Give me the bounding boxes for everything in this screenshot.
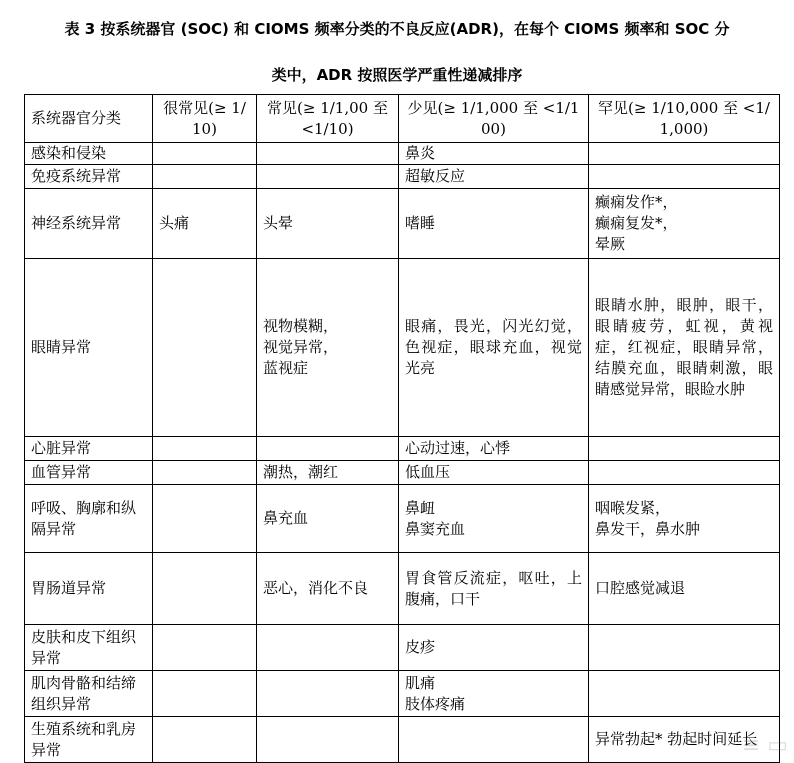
adr-table bbox=[24, 94, 780, 763]
header-uncommon: 少见(≥ 1/1,000 至 <1/100) bbox=[399, 95, 589, 143]
cell-common: 视物模糊， 视觉异常， 蓝视症 bbox=[257, 259, 399, 437]
table-row bbox=[25, 461, 780, 485]
table-title-line-1: 表 3 按系统器官 (SOC) 和 CIOMS 频率分类的不良反应(ADR)，在每个 CIOMS 频率和 SOC 分 bbox=[64, 20, 730, 38]
header-common: 常见(≥ 1/1,00 至 <1/10) bbox=[257, 95, 399, 143]
cell-uncommon: 嗜睡 bbox=[399, 189, 589, 259]
cell-uncommon bbox=[399, 717, 589, 763]
cell-uncommon: 心动过速，心悸 bbox=[399, 437, 589, 461]
cell-soc: 呼吸、胸廓和纵隔异常 bbox=[25, 485, 153, 553]
table-title-line-2: 类中，ADR 按照医学严重性递减排序 bbox=[271, 66, 523, 84]
cell-rare bbox=[589, 143, 780, 165]
watermark-logo: ≡ ▭ bbox=[741, 733, 788, 758]
cell-very-common bbox=[153, 671, 257, 717]
cell-rare bbox=[589, 461, 780, 485]
table-row bbox=[25, 189, 780, 259]
cell-uncommon: 超敏反应 bbox=[399, 165, 589, 189]
cell-very-common bbox=[153, 553, 257, 625]
cell-common: 鼻充血 bbox=[257, 485, 399, 553]
cell-common bbox=[257, 671, 399, 717]
cell-very-common bbox=[153, 143, 257, 165]
cell-rare: 癫痫发作*， 癫痫复发*， 晕厥 bbox=[589, 189, 780, 259]
cell-rare bbox=[589, 437, 780, 461]
header-very-common: 很常见(≥ 1/10) bbox=[153, 95, 257, 143]
table-row bbox=[25, 165, 780, 189]
cell-rare bbox=[589, 165, 780, 189]
cell-common: 头晕 bbox=[257, 189, 399, 259]
cell-very-common bbox=[153, 165, 257, 189]
cell-soc: 心脏异常 bbox=[25, 437, 153, 461]
cell-very-common bbox=[153, 259, 257, 437]
table-row bbox=[25, 625, 780, 671]
table-row bbox=[25, 553, 780, 625]
cell-very-common: 头痛 bbox=[153, 189, 257, 259]
table-row bbox=[25, 437, 780, 461]
cell-common bbox=[257, 143, 399, 165]
cell-rare: 眼睛水肿，眼肿，眼干，眼睛疲劳，虹视，黄视症，红视症，眼睛异常，结膜充血，眼睛刺激，眼睛感觉异常，眼睑水肿 bbox=[589, 259, 780, 437]
cell-rare bbox=[589, 671, 780, 717]
cell-rare: 异常勃起* 勃起时间延长 bbox=[589, 717, 780, 763]
cell-uncommon: 鼻衄 鼻窦充血 bbox=[399, 485, 589, 553]
cell-soc: 胃肠道异常 bbox=[25, 553, 153, 625]
table-row bbox=[25, 717, 780, 763]
header-soc: 系统器官分类 bbox=[25, 95, 153, 143]
cell-uncommon: 皮疹 bbox=[399, 625, 589, 671]
cell-soc: 神经系统异常 bbox=[25, 189, 153, 259]
cell-uncommon: 胃食管反流症，呕吐，上腹痛，口干 bbox=[399, 553, 589, 625]
cell-soc: 肌肉骨骼和结缔组织异常 bbox=[25, 671, 153, 717]
cell-common: 恶心，消化不良 bbox=[257, 553, 399, 625]
table-row bbox=[25, 485, 780, 553]
cell-very-common bbox=[153, 717, 257, 763]
cell-soc: 血管异常 bbox=[25, 461, 153, 485]
cell-uncommon: 鼻炎 bbox=[399, 143, 589, 165]
cell-common bbox=[257, 625, 399, 671]
cell-common: 潮热，潮红 bbox=[257, 461, 399, 485]
cell-rare bbox=[589, 625, 780, 671]
cell-uncommon: 肌痛 肢体疼痛 bbox=[399, 671, 589, 717]
cell-soc: 生殖系统和乳房异常 bbox=[25, 717, 153, 763]
cell-very-common bbox=[153, 461, 257, 485]
cell-rare: 咽喉发紧， 鼻发干，鼻水肿 bbox=[589, 485, 780, 553]
cell-common bbox=[257, 717, 399, 763]
table-row bbox=[25, 259, 780, 437]
table-row bbox=[25, 671, 780, 717]
cell-rare: 口腔感觉减退 bbox=[589, 553, 780, 625]
cell-common bbox=[257, 165, 399, 189]
cell-soc: 眼睛异常 bbox=[25, 259, 153, 437]
table-row bbox=[25, 143, 780, 165]
cell-soc: 感染和侵染 bbox=[25, 143, 153, 165]
cell-common bbox=[257, 437, 399, 461]
cell-uncommon: 眼痛，畏光，闪光幻觉，色视症，眼球充血，视觉光亮 bbox=[399, 259, 589, 437]
header-rare: 罕见(≥ 1/10,000 至 <1/1,000) bbox=[589, 95, 780, 143]
cell-very-common bbox=[153, 485, 257, 553]
cell-uncommon: 低血压 bbox=[399, 461, 589, 485]
cell-very-common bbox=[153, 625, 257, 671]
header-row bbox=[25, 95, 780, 143]
cell-very-common bbox=[153, 437, 257, 461]
cell-soc: 皮肤和皮下组织异常 bbox=[25, 625, 153, 671]
cell-soc: 免疫系统异常 bbox=[25, 165, 153, 189]
